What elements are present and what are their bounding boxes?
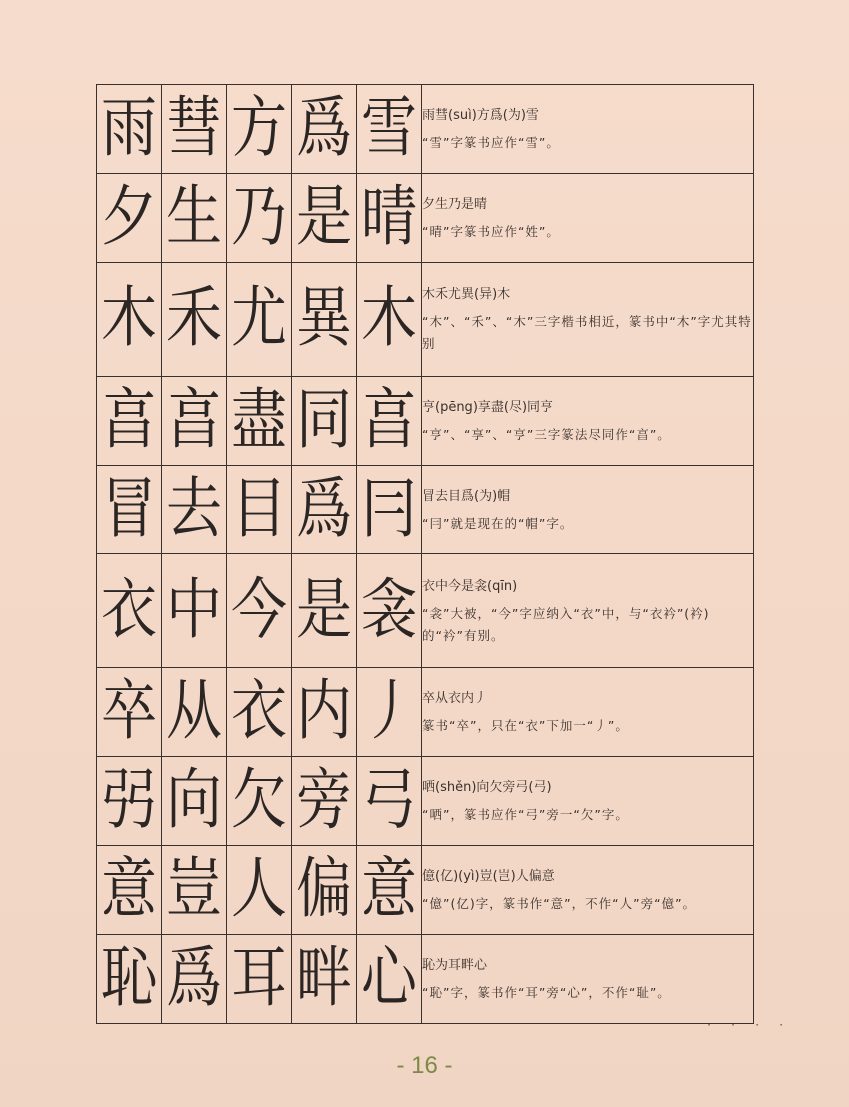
- seal-glyph: 心: [361, 940, 417, 1017]
- note-cell: [422, 668, 754, 757]
- mnemonic-verse: 哂(shěn)向欠旁弓(弓): [422, 780, 552, 796]
- seal-glyph-cell: [97, 935, 162, 1024]
- seal-glyph-cell: [227, 85, 292, 174]
- seal-glyph-cell: [227, 554, 292, 668]
- mnemonic-verse: 木禾尤異(异)木: [422, 287, 511, 303]
- seal-glyph: 意: [361, 851, 417, 928]
- seal-glyph-cell: [162, 465, 227, 554]
- seal-glyph: 欠: [231, 762, 287, 839]
- seal-glyph-cell: [97, 173, 162, 262]
- seal-glyph: 乃: [231, 178, 287, 256]
- explanation-text: “冃”就是现在的“帽”字。: [422, 515, 574, 531]
- seal-glyph: 晴: [361, 178, 417, 256]
- seal-glyph: 冃: [361, 470, 417, 548]
- seal-glyph: 旁: [296, 762, 352, 839]
- seal-script-table: [96, 84, 754, 1024]
- seal-glyph: 夕: [101, 178, 157, 256]
- seal-glyph: 衣: [101, 571, 157, 649]
- seal-glyph-cell: [292, 846, 357, 935]
- seal-glyph: 雪: [361, 90, 417, 167]
- seal-glyph-cell: [292, 262, 357, 376]
- seal-glyph: 雨: [101, 90, 157, 167]
- note-cell: [422, 262, 754, 376]
- seal-glyph-cell: [162, 757, 227, 846]
- seal-glyph-cell: [227, 668, 292, 757]
- mnemonic-verse: 恥为耳畔心: [422, 958, 488, 974]
- table-row: [97, 935, 754, 1024]
- explanation-text: “哂”，篆书应作“弓”旁一“欠”字。: [422, 807, 629, 823]
- seal-glyph-cell: [97, 846, 162, 935]
- mnemonic-verse: 亨(pēng)享盡(尽)同亨: [422, 399, 554, 415]
- mnemonic-verse: 夕生乃是晴: [422, 196, 488, 212]
- seal-glyph-cell: [292, 85, 357, 174]
- seal-glyph: 去: [166, 470, 222, 548]
- seal-glyph-cell: [357, 262, 422, 376]
- table-row: [97, 668, 754, 757]
- page-number: - 16 -: [396, 1052, 453, 1079]
- seal-glyph-cell: [292, 465, 357, 554]
- note-cell: [422, 173, 754, 262]
- table-row: [97, 173, 754, 262]
- note-cell: [422, 465, 754, 554]
- seal-glyph: 恥: [101, 940, 157, 1017]
- seal-glyph-cell: [292, 935, 357, 1024]
- note-cell: [422, 376, 754, 465]
- seal-glyph: 木: [361, 280, 417, 357]
- note-cell: [422, 85, 754, 174]
- explanation-text: “亨”、“享”、“亨”三字篆法尽同作“亯”。: [422, 426, 671, 442]
- seal-glyph: 是: [296, 178, 352, 256]
- explanation-text: “雪”字篆书应作“雪”。: [422, 134, 560, 150]
- seal-glyph-cell: [227, 465, 292, 554]
- seal-glyph: 今: [231, 571, 287, 649]
- mnemonic-verse: 億(亿)(yì)豈(岂)人偏意: [422, 869, 555, 885]
- seal-glyph: 是: [296, 571, 352, 649]
- seal-glyph: 中: [166, 571, 222, 649]
- seal-glyph-cell: [162, 935, 227, 1024]
- seal-glyph-cell: [97, 668, 162, 757]
- explanation-text: “億”(亿)字，篆书作“意”，不作“人”旁“億”。: [422, 896, 697, 912]
- seal-glyph: 弓: [361, 762, 417, 839]
- seal-glyph: 冒: [101, 470, 157, 548]
- seal-glyph: 亯: [166, 381, 222, 459]
- mnemonic-verse: 雨彗(suì)方爲(为)雪: [422, 107, 539, 123]
- seal-glyph-cell: [97, 262, 162, 376]
- seal-glyph: 意: [101, 851, 157, 928]
- seal-glyph: 弜: [101, 762, 157, 839]
- seal-glyph-cell: [357, 376, 422, 465]
- seal-glyph-cell: [162, 85, 227, 174]
- seal-glyph-cell: [357, 668, 422, 757]
- seal-glyph: 衣: [231, 673, 287, 751]
- seal-glyph-cell: [97, 376, 162, 465]
- seal-glyph: 内: [296, 673, 352, 751]
- note-cell: [422, 554, 754, 668]
- seal-glyph: 盡: [231, 381, 287, 459]
- table-row: [97, 262, 754, 376]
- explanation-text: “木”、“禾”、“木”三字楷书相近，篆书中“木”字尤其特别: [422, 314, 752, 352]
- seal-glyph-cell: [357, 465, 422, 554]
- mnemonic-verse: 衣中今是衾(qīn): [422, 578, 518, 594]
- seal-glyph-cell: [227, 262, 292, 376]
- mnemonic-verse: 冒去目爲(为)帽: [422, 488, 511, 504]
- note-cell: [422, 757, 754, 846]
- seal-glyph: 同: [296, 381, 352, 459]
- seal-glyph-cell: [292, 757, 357, 846]
- seal-glyph-cell: [357, 85, 422, 174]
- seal-glyph-cell: [97, 85, 162, 174]
- seal-glyph: 卒: [101, 673, 157, 751]
- seal-glyph-cell: [97, 757, 162, 846]
- seal-glyph-cell: [292, 376, 357, 465]
- seal-glyph-cell: [357, 173, 422, 262]
- explanation-text: “恥”字，篆书作“耳”旁“心”，不作“耻”。: [422, 985, 671, 1001]
- seal-glyph: 爲: [296, 470, 352, 548]
- seal-glyph: 彗: [166, 90, 222, 167]
- seal-glyph-cell: [292, 173, 357, 262]
- seal-glyph: 亯: [361, 381, 417, 459]
- seal-glyph: 禾: [166, 280, 222, 357]
- seal-glyph-cell: [162, 668, 227, 757]
- seal-glyph: 从: [166, 673, 222, 751]
- seal-glyph: 爲: [166, 940, 222, 1017]
- seal-glyph: 向: [166, 762, 222, 839]
- seal-glyph-cell: [162, 846, 227, 935]
- note-cell: [422, 846, 754, 935]
- seal-glyph: 人: [231, 851, 287, 928]
- seal-glyph: 豈: [166, 851, 222, 928]
- seal-glyph-cell: [97, 554, 162, 668]
- seal-glyph-cell: [97, 465, 162, 554]
- seal-glyph: 目: [231, 470, 287, 548]
- seal-glyph: 亯: [101, 381, 157, 459]
- seal-glyph-cell: [357, 554, 422, 668]
- seal-glyph: 偏: [296, 851, 352, 928]
- seal-glyph: 方: [231, 90, 287, 167]
- seal-glyph-cell: [357, 757, 422, 846]
- seal-glyph: 衾: [361, 571, 417, 649]
- table-row: [97, 376, 754, 465]
- table-row: [97, 85, 754, 174]
- seal-glyph: 爲: [296, 90, 352, 167]
- seal-glyph-cell: [357, 935, 422, 1024]
- table-row: [97, 846, 754, 935]
- mnemonic-verse: 卒从衣内丿: [422, 691, 488, 707]
- explanation-text: 篆书“卒”，只在“衣”下加一“丿”。: [422, 718, 629, 734]
- seal-glyph: 尤: [231, 280, 287, 357]
- explanation-text: “衾”大被，“今”字应纳入“衣”中，与“衣衿”(衿)的“衿”有别。: [422, 605, 710, 643]
- table-row: [97, 465, 754, 554]
- seal-glyph: 異: [296, 280, 352, 357]
- seal-glyph-cell: [227, 376, 292, 465]
- seal-glyph: 生: [166, 178, 222, 256]
- seal-glyph-cell: [357, 846, 422, 935]
- seal-glyph-cell: [292, 554, 357, 668]
- seal-glyph-cell: [227, 173, 292, 262]
- explanation-text: “晴”字篆书应作“姓”。: [422, 223, 560, 239]
- seal-glyph: 耳: [231, 940, 287, 1017]
- seal-glyph: 木: [101, 280, 157, 357]
- seal-glyph: 丿: [361, 673, 417, 751]
- seal-glyph-cell: [162, 554, 227, 668]
- table-row: [97, 757, 754, 846]
- seal-glyph-cell: [227, 846, 292, 935]
- table-row: [97, 554, 754, 668]
- seal-glyph-cell: [162, 262, 227, 376]
- seal-glyph: 畔: [296, 940, 352, 1017]
- seal-glyph-cell: [162, 173, 227, 262]
- scan-dots: · · · ·: [706, 1020, 791, 1031]
- seal-glyph-cell: [162, 376, 227, 465]
- seal-glyph-cell: [292, 668, 357, 757]
- seal-glyph-cell: [227, 935, 292, 1024]
- seal-glyph-cell: [227, 757, 292, 846]
- note-cell: [422, 935, 754, 1024]
